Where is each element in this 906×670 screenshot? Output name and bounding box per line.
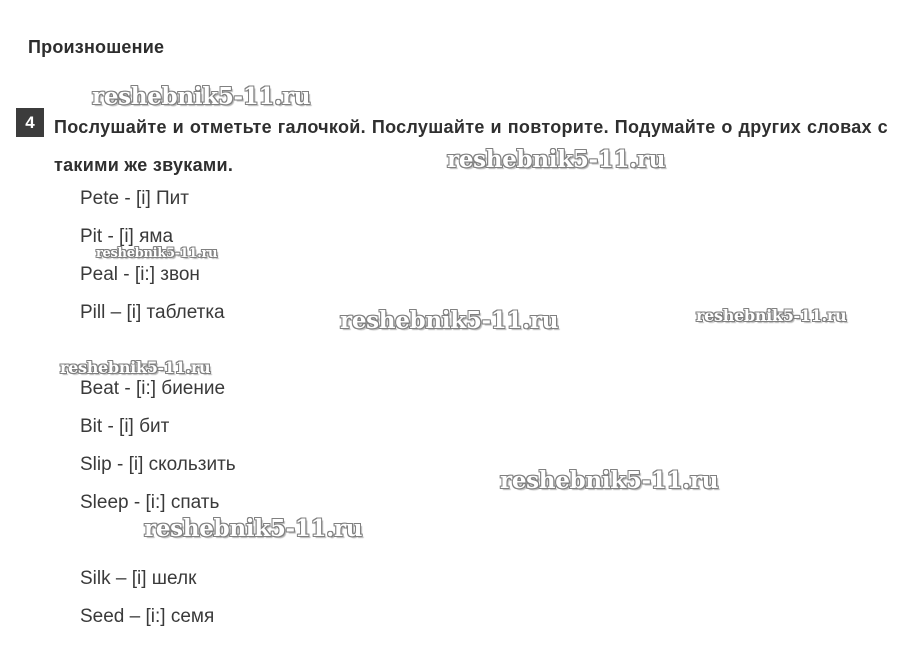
task-instruction: Послушайте и отметьте галочкой. Послушайте и повторите. Подумайте о других словах с такими же звуками. [54,117,888,175]
word-item: Silk – [i] шелк [80,568,197,589]
watermark: reshebnik5-11.ru [96,246,218,261]
watermark: reshebnik5-11.ru [696,306,847,325]
watermark: reshebnik5-11.ru [144,515,363,542]
word-item: Seed – [i:] семя [80,606,215,627]
word-item: Bit - [i] бит [80,416,170,437]
word-item: Sleep - [i:] спать [80,492,220,513]
word-item: Peal - [i:] звон [80,264,200,285]
watermark: reshebnik5-11.ru [92,83,311,110]
watermark: reshebnik5-11.ru [500,467,719,494]
watermark: reshebnik5-11.ru [60,358,211,377]
word-item: Pit - [i] яма [80,226,174,247]
word-item: Pill – [i] таблетка [80,302,225,323]
word-item: Slip - [i] скользить [80,454,236,475]
watermark: reshebnik5-11.ru [447,146,666,173]
word-item: Beat - [i:] биение [80,378,226,399]
task-number-badge: 4 [16,108,44,137]
watermark: reshebnik5-11.ru [340,307,559,334]
section-title: Произношение [28,37,165,57]
word-item: Pete - [i] Пит [80,188,189,209]
